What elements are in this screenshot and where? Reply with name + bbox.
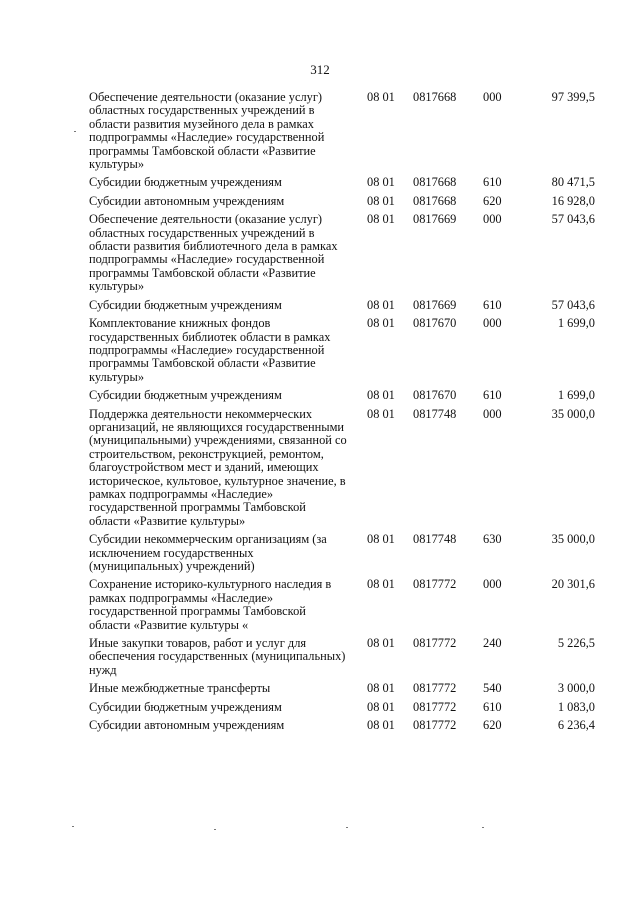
table-row xyxy=(89,578,595,637)
row-section: 08 01 xyxy=(367,212,395,227)
row-section: 08 01 xyxy=(367,532,395,547)
row-section: 08 01 xyxy=(367,699,395,714)
row-section: 08 01 xyxy=(367,316,395,331)
row-amount: 57 043,6 xyxy=(551,212,595,227)
row-name: Субсидии бюджетным учреждениям xyxy=(89,297,282,312)
row-expense-kind: 000 xyxy=(483,577,502,592)
row-amount: 35 000,0 xyxy=(551,532,595,547)
table-row xyxy=(89,637,595,682)
row-section: 08 01 xyxy=(367,636,395,651)
table-row xyxy=(89,719,595,737)
row-expense-kind: 540 xyxy=(483,681,502,696)
table-row xyxy=(89,299,595,317)
row-section: 08 01 xyxy=(367,388,395,403)
table-row xyxy=(89,682,595,700)
row-expense-kind: 000 xyxy=(483,212,502,227)
row-section: 08 01 xyxy=(367,193,395,208)
row-name: Иные закупки товаров, работ и услуг для обеспечения государственных (муниципальных) нужд xyxy=(89,636,346,677)
row-expense-kind: 630 xyxy=(483,532,502,547)
row-expense-kind: 240 xyxy=(483,636,502,651)
table-row xyxy=(89,91,595,176)
table-row xyxy=(89,195,595,213)
row-expense-kind: 610 xyxy=(483,699,502,714)
table-row xyxy=(89,701,595,719)
row-amount: 97 399,5 xyxy=(551,90,595,104)
row-name: Субсидии бюджетным учреждениям xyxy=(89,699,282,714)
row-target-code: 0817772 xyxy=(413,577,457,592)
row-name: Субсидии автономным учреждениям xyxy=(89,193,285,208)
row-name: Иные межбюджетные трансферты xyxy=(89,681,271,696)
row-section: 08 01 xyxy=(367,175,395,190)
table-row xyxy=(89,408,595,534)
row-name: Поддержка деятельности некоммерческих организаций, не являющихся государственными (муниципальными) учреждениями, связанной со строительством, реконструкцией, ремонтом, благоустройством мест и зданий, имеющих историческое, культовое, культурное значение, в рамках подпрограммы «Наследие» государственной программы Тамбовской области «Развитие культуры» xyxy=(89,406,347,528)
scan-speck xyxy=(74,131,76,132)
table-row xyxy=(89,317,595,389)
row-name: Обеспечение деятельности (оказание услуг) областных государственных учреждений в области развития библиотечного дела в рамках подпрограммы «Наследие» государственной программы Тамбовской области «Развитие культуры» xyxy=(89,212,338,294)
row-amount: 20 301,6 xyxy=(551,577,595,592)
row-target-code: 0817668 xyxy=(413,175,457,190)
row-amount: 80 471,5 xyxy=(551,175,595,190)
row-expense-kind: 620 xyxy=(483,193,502,208)
row-target-code: 0817669 xyxy=(413,212,457,227)
row-name: Сохранение историко-культурного наследия в рамках подпрограммы «Наследие» государственной программы Тамбовской области «Развитие культуры « xyxy=(89,577,332,632)
row-target-code: 0817748 xyxy=(413,532,457,547)
table-row xyxy=(89,176,595,194)
row-amount: 1 699,0 xyxy=(557,388,595,403)
row-target-code: 0817670 xyxy=(413,388,457,403)
row-expense-kind: 610 xyxy=(483,388,502,403)
row-section: 08 01 xyxy=(367,718,395,733)
scan-speck xyxy=(214,829,216,830)
row-name: Субсидии некоммерческим организациям (за исключением государственных (муниципальных) учреждений) xyxy=(89,532,327,573)
row-target-code: 0817772 xyxy=(413,636,457,651)
row-target-code: 0817669 xyxy=(413,297,457,312)
table-row xyxy=(89,213,595,298)
row-expense-kind: 610 xyxy=(483,297,502,312)
row-target-code: 0817668 xyxy=(413,193,457,208)
scan-speck xyxy=(346,827,348,828)
row-section: 08 01 xyxy=(367,406,395,421)
row-target-code: 0817748 xyxy=(413,406,457,421)
row-section: 08 01 xyxy=(367,681,395,696)
row-amount: 6 236,4 xyxy=(557,718,595,733)
row-target-code: 0817772 xyxy=(413,718,457,733)
scan-speck xyxy=(482,827,484,828)
row-amount: 16 928,0 xyxy=(551,193,595,208)
row-expense-kind: 610 xyxy=(483,175,502,190)
row-section: 08 01 xyxy=(367,297,395,312)
row-amount: 35 000,0 xyxy=(551,406,595,421)
row-amount: 57 043,6 xyxy=(551,297,595,312)
row-amount: 5 226,5 xyxy=(557,636,595,651)
row-target-code: 0817670 xyxy=(413,316,457,331)
row-amount: 1 083,0 xyxy=(557,699,595,714)
row-target-code: 0817772 xyxy=(413,681,457,696)
page-number: 312 xyxy=(310,62,330,77)
row-target-code: 0817772 xyxy=(413,699,457,714)
row-section: 08 01 xyxy=(367,577,395,592)
table-row xyxy=(89,533,595,578)
row-name: Субсидии бюджетным учреждениям xyxy=(89,175,282,190)
row-name: Комплектование книжных фондов государственных библиотек области в рамках подпрограммы «Наследие» государственной программы Тамбовской области «Развитие культуры» xyxy=(89,316,331,384)
row-name: Обеспечение деятельности (оказание услуг) областных государственных учреждений в области развития музейного дела в рамках подпрограммы «Наследие» государственной программы Тамбовской области «Развитие культуры» xyxy=(89,90,325,172)
scan-speck xyxy=(72,826,74,827)
row-section: 08 01 xyxy=(367,90,395,104)
row-amount: 3 000,0 xyxy=(557,681,595,696)
row-expense-kind: 620 xyxy=(483,718,502,733)
row-amount: 1 699,0 xyxy=(557,316,595,331)
row-expense-kind: 000 xyxy=(483,90,502,104)
budget-table xyxy=(89,91,595,737)
row-name: Субсидии автономным учреждениям xyxy=(89,718,285,733)
row-name: Субсидии бюджетным учреждениям xyxy=(89,388,282,403)
row-target-code: 0817668 xyxy=(413,90,457,104)
row-expense-kind: 000 xyxy=(483,316,502,331)
row-expense-kind: 000 xyxy=(483,406,502,421)
table-row xyxy=(89,389,595,407)
